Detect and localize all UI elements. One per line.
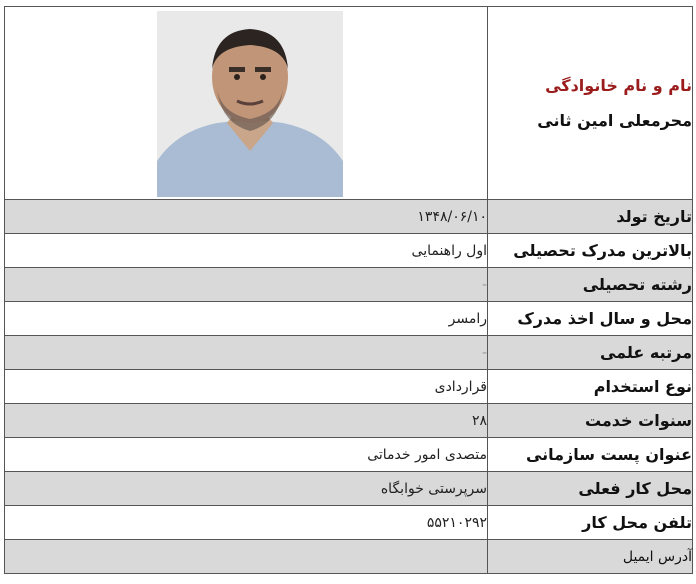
row-label: آدرس ایمیل <box>488 540 693 574</box>
row-label: بالاترین مدرک تحصیلی <box>488 234 693 268</box>
row-label: سنوات خدمت <box>488 404 693 438</box>
row-label: محل کار فعلی <box>488 472 693 506</box>
name-label: نام و نام خانوادگی <box>545 76 692 95</box>
row-label: تاریخ تولد <box>488 200 693 234</box>
row-label: عنوان پست سازمانی <box>488 438 693 472</box>
row-value: سرپرستی خوابگاه <box>5 472 488 506</box>
row-value: رامسر <box>5 302 488 336</box>
row-label: نوع استخدام <box>488 370 693 404</box>
row-value: متصدی امور خدماتی <box>5 438 488 472</box>
table-row <box>5 234 693 268</box>
table-row <box>5 302 693 336</box>
row-value: اول راهنمایی <box>5 234 488 268</box>
header-row <box>5 7 693 200</box>
name-cell <box>488 7 693 200</box>
photo-cell <box>5 7 488 200</box>
table-row <box>5 472 693 506</box>
row-value <box>5 540 488 574</box>
table-row <box>5 506 693 540</box>
row-value: قراردادی <box>5 370 488 404</box>
row-label: مرتبه علمی <box>488 336 693 370</box>
profile-table <box>4 6 693 574</box>
row-value: ۲۸ <box>5 404 488 438</box>
table-row <box>5 336 693 370</box>
person-portrait-icon <box>157 11 343 197</box>
table-row <box>5 438 693 472</box>
name-value: محرمعلی امین ثانی <box>537 111 692 130</box>
row-label: محل و سال اخذ مدرک <box>488 302 693 336</box>
row-value: ۱۳۴۸/۰۶/۱۰ <box>5 200 488 234</box>
row-value: - <box>5 268 488 302</box>
table-row <box>5 268 693 302</box>
table-row <box>5 540 693 574</box>
row-label: تلفن محل کار <box>488 506 693 540</box>
table-row <box>5 404 693 438</box>
row-value: - <box>5 336 488 370</box>
table-row <box>5 200 693 234</box>
table-row <box>5 370 693 404</box>
row-label: رشته تحصیلی <box>488 268 693 302</box>
row-value: ۵۵۲۱۰۲۹۲ <box>5 506 488 540</box>
